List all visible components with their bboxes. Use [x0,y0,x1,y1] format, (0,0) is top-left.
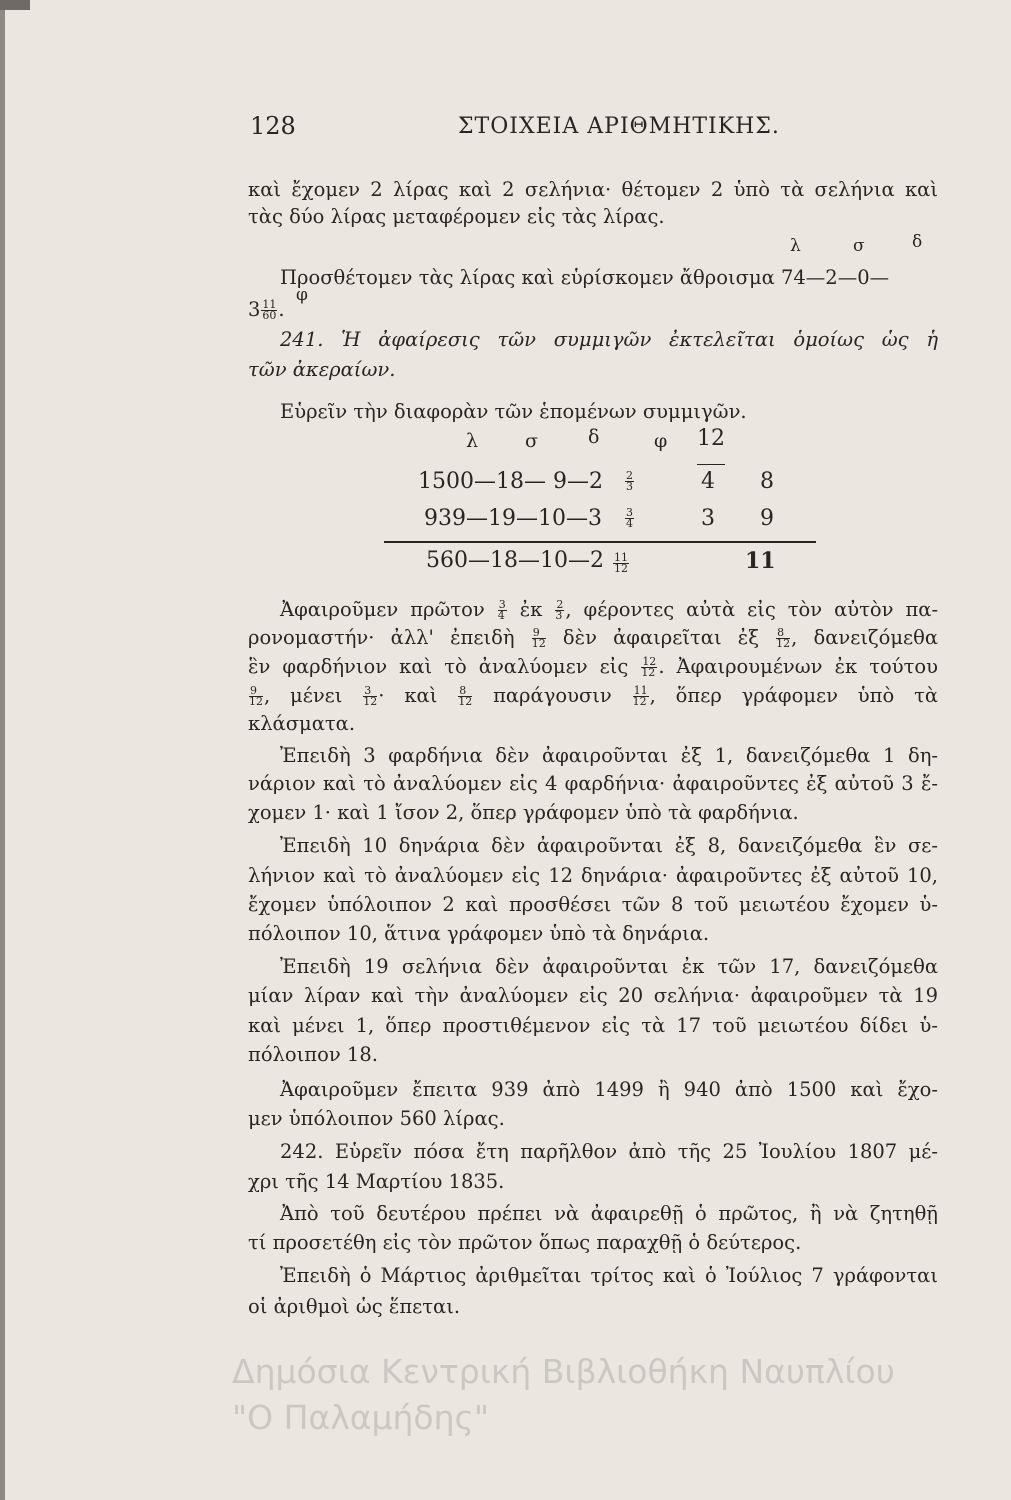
row-subtrahend-col-b: 9 [760,506,774,531]
row-result: 560—18—10—2 [426,548,604,573]
text-line: τὰς δύο λίρας μεταφέρομεν εἰς τὰς λίρας. [248,205,665,228]
sum-last-int: 3 [248,298,261,321]
text-line: οἱ ἀριθμοὶ ὡς ἕπεται. [248,1295,461,1318]
text-line: ἔχομεν ὑπόλοιπον 2 καὶ προσθέσει τῶν 8 τοῦ μειωτέου ἔχομεν ὑ- [248,893,938,916]
section-242: 242. Εὑρεῖν πόσα ἔτη παρῆλθον ἀπὸ τῆς 25 Ἰουλίου 1807 μέ- [280,1140,938,1163]
unit-label: φ [296,285,308,305]
task-line: Εὑρεῖν τὴν διαφορὰν τῶν ἑπομένων συμμιγῶν. [280,400,747,423]
text-line: πόλοιπον 10, ἅτινα γράφομεν ὑπὸ τὰ δηνάρια. [248,922,710,945]
page-number: 128 [250,112,296,140]
denominator-header: 12 [697,426,725,451]
text-line: $\frac{9}{12}$ , μένει $\frac{3}{12}$ · καὶ $\frac{8}{12}$ παράγουσιν $\frac{11}{12}$ , ὅπερ γράφομεν ὑπὸ τὰ [249,684,939,708]
text-line: Ἐπειδὴ 3 φαρδήνια δὲν ἀφαιροῦνται ἐξ 1, δανειζόμεθα 1 δη- [280,744,938,767]
text-line: μίαν λίραν καὶ τὴν ἀναλύομεν εἰς 20 σελήνια· ἀφαιροῦμεν τὰ 19 [248,984,938,1007]
running-title: ΣΤΟΙΧΕΙΑ ΑΡΙΘΜΗΤΙΚΗΣ. [458,114,780,139]
text-line: τῶν ἀκεραίων. [248,358,396,381]
unit-label: δ [912,232,923,252]
text-line: λήνιον καὶ τὸ ἀναλύομεν εἰς 12 δηνάρια· ἀφαιροῦντες ἐξ αὐτοῦ 10, [248,864,938,887]
unit-label: λ [790,236,801,256]
row-minuend-col-a: 4 [701,469,715,494]
page-header [250,112,930,148]
text-line: Ἐπειδὴ 19 σελήνια δὲν ἀφαιροῦνται ἐκ τῶν 17, δανειζόμεθα [280,955,938,978]
page-corner [0,0,30,10]
text-line: ρονομαστήν· ἀλλ' ἐπειδὴ $\frac{9}{12}$ δὲν ἀφαιρεῖται ἐξ $\frac{8}{12}$ , δανειζόμεθα [248,626,939,650]
text-line: Ἐπειδὴ 10 δηνάρια δὲν ἀφαιροῦνται ἐξ 8, δανειζόμεθα ἓν σε- [280,834,938,857]
unit-label: φ [654,430,668,452]
text-line: ἓν φαρδήνιον καὶ τὸ ἀναλύομεν εἰς $\frac{12}{12}$ . Ἀφαιρουμένων ἐκ τούτου [248,655,939,679]
library-watermark: Δημόσια Κεντρική Βιβλιοθήκη Ναυπλίου [232,1352,895,1391]
text-line: νάριον καὶ τὸ ἀναλύομεν εἰς 4 φαρδήνια· ἀφαιροῦντες ἐξ αὐτοῦ 3 ἔ- [248,772,938,795]
unit-label: σ [525,430,538,452]
text-line: Ἀπὸ τοῦ δευτέρου πρέπει νὰ ἀφαιρεθῇ ὁ πρῶτος, ἢ νὰ ζητηθῇ [280,1202,938,1225]
fraction: 2 3 [626,469,633,493]
unit-label: σ [853,236,865,256]
row-result-col-a: 11 [745,548,776,574]
unit-label: δ [588,426,600,448]
section-241: 241. Ἡ ἀφαίρεσις τῶν συμμιγῶν ἐκτελεῖται ὁμοίως ὡς ἡ [280,328,938,351]
text-line: κλάσματα. [248,712,356,735]
library-watermark: "Ο Παλαμήδης" [232,1398,490,1437]
text-line: τί προσετέθη εἰς τὸν πρῶτον ὅπως παραχθῇ ὁ δεύτερος. [248,1231,802,1254]
row-minuend: 1500—18— 9—2 [418,469,603,494]
text-line: πόλοιπον 18. [248,1043,378,1066]
text-line: Ἐπειδὴ ὁ Μάρτιος ἀριθμεῖται τρίτος καὶ ὁ Ἰούλιος 7 γράφονται [280,1264,938,1287]
text-line: χρι τῆς 14 Μαρτίου 1835. [248,1170,505,1193]
text-line: καὶ ἔχομεν 2 λίρας καὶ 2 σελήνια· θέτομεν 2 ὑπὸ τὰ σελήνια καὶ [248,178,938,201]
rule [697,464,725,465]
unit-label: λ [466,430,479,452]
row-minuend-col-b: 8 [760,469,774,494]
text-line: καὶ μένει 1, ὅπερ προστιθέμενον εἰς τὰ 17 τοῦ μειωτέου δίδει ὑ- [248,1014,938,1037]
sum-last: 3 $\frac{11}{60}$ . [248,298,285,322]
text-line: μεν ὑπόλοιπον 560 λίρας. [248,1107,505,1130]
row-subtrahend-col-a: 3 [701,506,715,531]
fraction: 11 12 [614,551,628,575]
fraction: 3 4 [626,506,633,530]
fraction: $\frac{11}{60}$ [262,298,277,322]
text-line: Ἀφαιροῦμεν πρῶτον $\frac{3}{4}$ ἐκ $\frac{2}{3}$ , φέροντες αὐτὰ εἰς τὸν αὐτὸν πα- [280,598,939,622]
subtraction-rule [384,541,816,543]
text-line: Ἀφαιροῦμεν ἔπειτα 939 ἀπὸ 1499 ἢ 940 ἀπὸ 1500 καὶ ἔχο- [280,1078,938,1101]
text-line: χομεν 1· καὶ 1 ἴσον 2, ὅπερ γράφομεν ὑπὸ τὰ φαρδήνια. [248,801,799,824]
sum-line: Προσθέτομεν τὰς λίρας καὶ εὑρίσκομεν ἄθροισμα 74—2—0— [280,266,890,289]
row-subtrahend: 939—19—10—3 [424,506,602,531]
page-edge [0,0,5,1500]
